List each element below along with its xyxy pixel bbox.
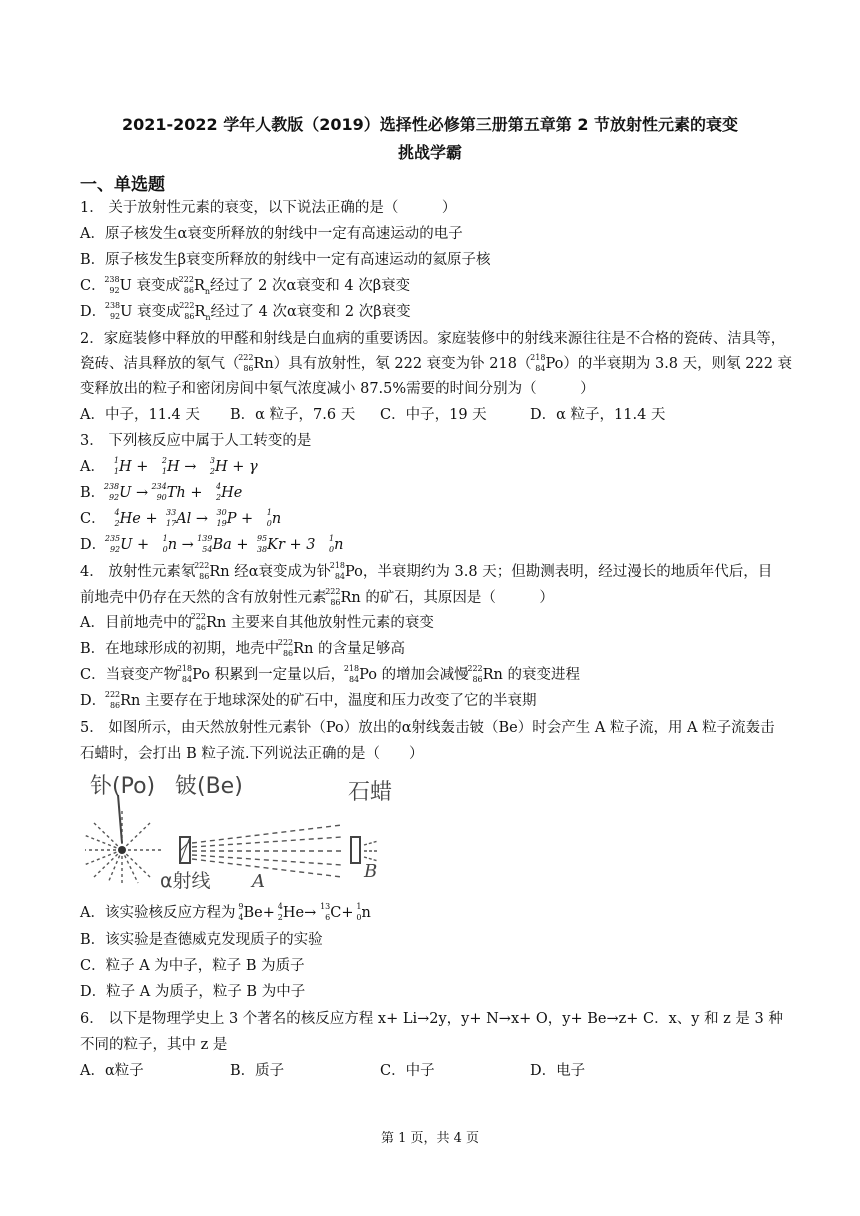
document-title: 2021-2022 学年人教版（2019）选择性必修第三册第五章第 2 节放射性元素的衰变: [121, 115, 739, 134]
q4-line-1: 4． 放射性元素氡 222 86 Rn 经α衰变成为钋 218 84 Po，半衰期约为 3.8 天；但勘测表明，经过漫长的地质年代后，目: [80, 561, 773, 581]
q3-stem: 3． 下列核反应中属于人工转变的是: [80, 433, 312, 449]
q6-line-1: 6． 以下是物理学史上 3 个著名的核反应方程 x+ Li→2y，y+ N→x+ O，y+ Be→z+ C．x、y 和 z 是 3 种: [80, 1011, 783, 1027]
q2-line-2: 瓷砖、洁具释放的氡气（ 222 86 Rn）具有放射性，氡 222 衰变为钋 218（ 218 84 Po）的半衰期为 3.8 天，则氡 222 衰: [80, 353, 793, 373]
fig-label-wax: 石蜡: [348, 780, 393, 805]
q2-options: A．中子，11.4 天 B．α 粒子，7.6 天 C．中子，19 天 D．α 粒子，11.4 天: [80, 407, 666, 423]
fig-label-b: B: [364, 861, 378, 882]
q5-line-1: 5． 如图所示，由天然放射性元素钋（Po）放出的α射线轰击铍（Be）时会产生 A 粒子流，用 A 粒子流轰击: [80, 720, 775, 736]
q1-option-a: A．原子核发生α衰变所释放的射线中一定有高速运动的电子: [80, 226, 463, 242]
q4-option-b: B．在地球形成的初期，地壳中 222 86 Rn 的含量足够高: [80, 638, 406, 658]
fig-label-be: 铍(Be): [175, 774, 243, 799]
fig-label-po: 钋(Po): [90, 774, 156, 799]
q1-option-b: B．原子核发生β衰变所释放的射线中一定有高速运动的氦原子核: [80, 252, 491, 268]
q3-option-c: C． 4 2 He + 33 17 Al → 30 19 P + 1 0 n: [80, 508, 282, 528]
q5-option-a: A．该实验核反应方程为 9 4 Be+ 4 2 He→ 13 6 C+ 1 0 n: [80, 902, 371, 922]
q2-line-3: 变释放出的粒子和密闭房间中氡气浓度减小 87.5%需要的时间分别为（ ）: [80, 381, 595, 397]
q4-option-a: A．目前地壳中的 222 86 Rn 主要来自其他放射性元素的衰变: [80, 612, 434, 632]
q5-option-b: B．该实验是查德威克发现质子的实验: [80, 932, 323, 948]
page-footer: 第 1 页，共 4 页: [380, 1131, 480, 1146]
q4-option-c: C．当衰变产物 218 84 Po 积累到一定量以后， 218 84 Po 的增加会减慢 222 86 Rn 的衰变进程: [80, 664, 581, 684]
fig-label-a: A: [252, 871, 265, 890]
q3-option-d: D． 235 92 U + 1 0 n → 139 54 Ba + 95 38 Kr + 3 1 0 n: [80, 534, 344, 554]
q4-option-d: D． 222 86 Rn 主要存在于地球深处的矿石中，温度和压力改变了它的半衰期: [80, 690, 537, 710]
section-heading: 一、单选题: [80, 175, 165, 195]
q3-option-b: B． 238 92 U → 234 90 Th + 4 2 He: [80, 482, 243, 502]
particle-stream-a: [192, 825, 342, 877]
q1-stem: 1． 关于放射性元素的衰变，以下说法正确的是（ ）: [80, 200, 457, 216]
experiment-diagram: [80, 765, 400, 890]
q1-option-d: D． 238 92 U 衰变成 222 86 $R_n$经过了 4 次α衰变和 2 次β衰变: [80, 301, 411, 322]
q6-options: A．α粒子 B．质子 C．中子 D．电子: [80, 1063, 586, 1079]
source-dot: [118, 846, 126, 854]
q6-line-2: 不同的粒子，其中 z 是: [80, 1037, 228, 1053]
fig-label-alpha: α射线: [160, 870, 211, 890]
q1-option-c: C． 238 92 U 衰变成 222 86 $R_n$经过了 2 次α衰变和 4 次β衰变: [80, 275, 411, 296]
paraffin-block: [351, 837, 360, 863]
document-subtitle: 挑战学霸: [397, 143, 462, 162]
q5-option-d: D．粒子 A 为质子，粒子 B 为中子: [80, 984, 306, 1000]
q3-option-a: A． 1 1 H + 2 1 H → 3 2 H + γ: [80, 456, 258, 476]
q2-line-1: 2．家庭装修中释放的甲醛和射线是白血病的重要诱因。家庭装修中的射线来源往往是不合格的瓷砖、洁具等，: [80, 331, 786, 347]
q4-line-2: 前地壳中仍存在天然的含有放射性元素 222 86 Rn 的矿石，其原因是（ ）: [80, 587, 554, 607]
particle-stream-b: [364, 841, 378, 861]
q5-line-2: 石蜡时，会打出 B 粒子流.下列说法正确的是（ ）: [80, 746, 424, 762]
q5-option-c: C．粒子 A 为中子，粒子 B 为质子: [80, 958, 305, 974]
